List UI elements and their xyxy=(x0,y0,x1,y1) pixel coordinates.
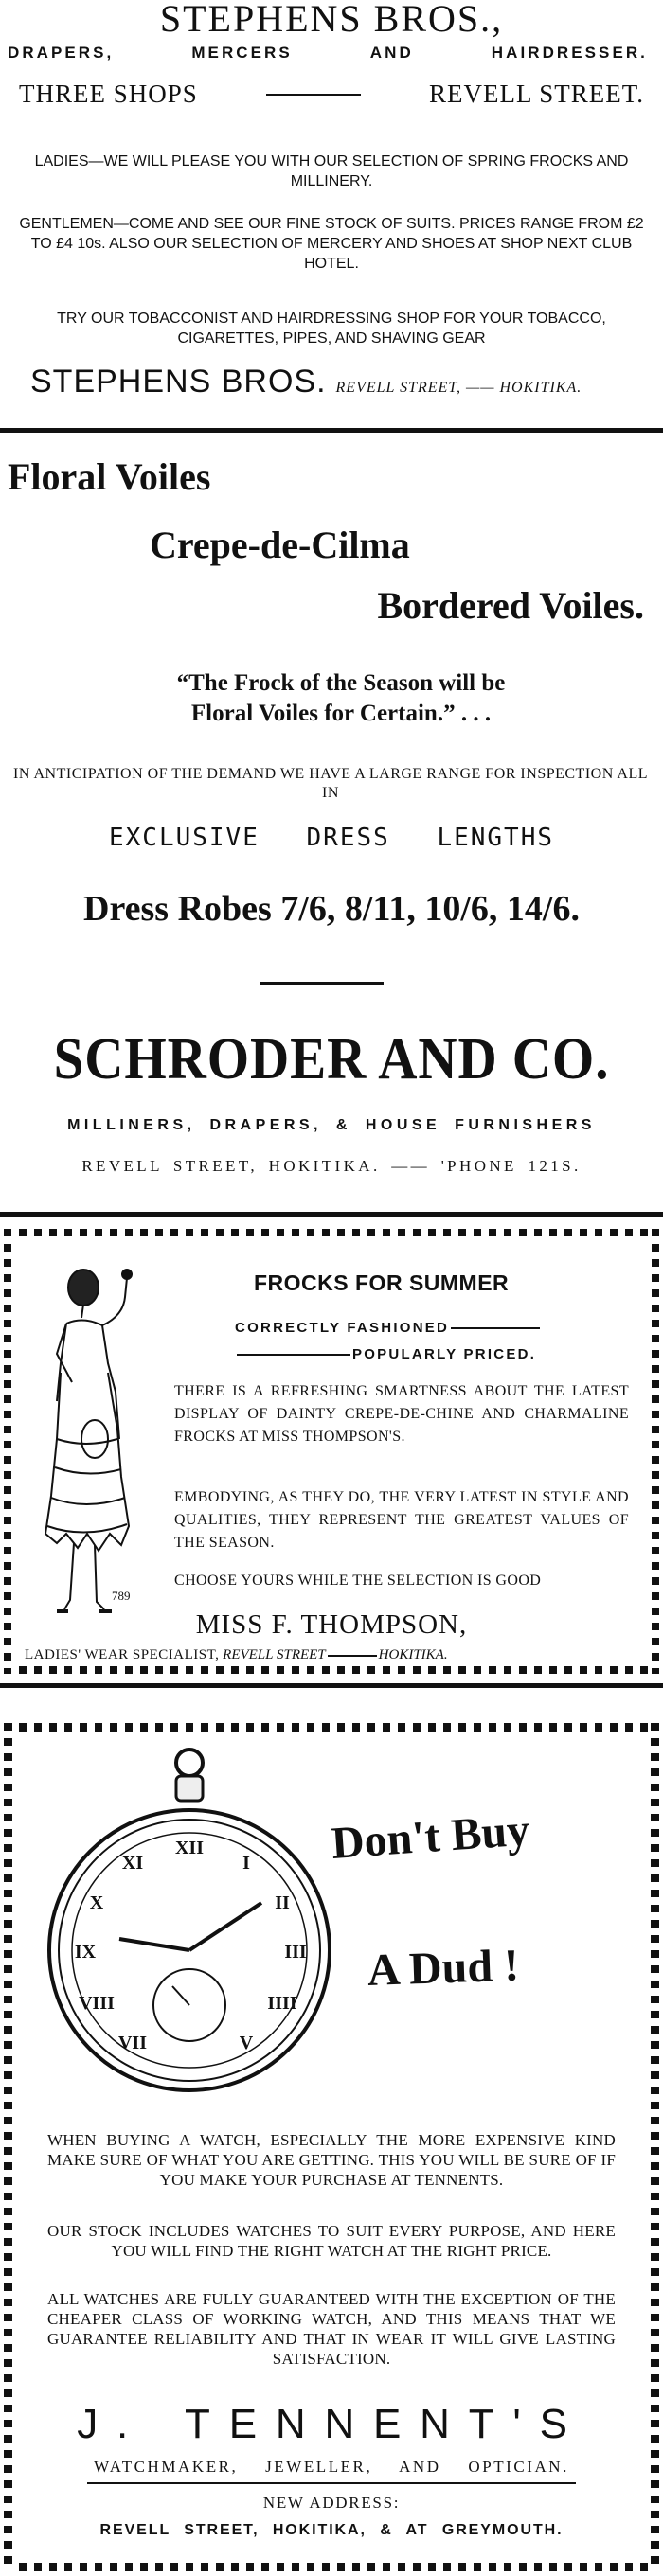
thompson-specialist-line xyxy=(25,1647,640,1663)
svg-text:XI: XI xyxy=(121,1853,144,1874)
dress-robes-prices: Dress Robes 7/6, 8/11, 10/6, 14/6. xyxy=(83,889,580,929)
lady-figure-illustration xyxy=(28,1250,152,1628)
tennent-para3: ALL WATCHES ARE FULLY GUARANTEED WITH THE EXCEPTION OF THE CHEAPER CLASS OF WORKING WATCH, AND THIS MEANS THAT WE GUARANTEE RELIABILITY AND THAT IN WEAR IT WILL GIVE LASTING SATISFACTION. xyxy=(47,2290,616,2368)
shops-dash xyxy=(266,94,361,96)
anticipation-text: IN ANTICIPATION OF THE DEMAND WE HAVE A LARGE RANGE FOR INSPECTION ALL IN xyxy=(13,766,648,801)
tennent-trades: WATCHMAKER, JEWELLER, AND OPTICIAN. xyxy=(94,2458,569,2476)
svg-text:IIII: IIII xyxy=(267,1993,297,2014)
svg-text:XII: XII xyxy=(174,1838,205,1858)
tennent-para2: OUR STOCK INCLUDES WATCHES TO SUIT EVERY PURPOSE, AND HERE YOU WILL FIND THE RIGHT WATCH AT THE RIGHT PRICE. xyxy=(47,2222,616,2260)
stephens-ladies: LADIES—WE WILL PLEASE YOU WITH OUR SELECTION OF SPRING FROCKS AND MILLINERY. xyxy=(34,153,629,189)
thompson-para3: CHOOSE YOURS WHILE THE SELECTION IS GOOD xyxy=(174,1572,542,1589)
thompson-border-left xyxy=(4,1229,11,1674)
svg-text:X: X xyxy=(89,1892,104,1913)
schroder-name: SCHRODER AND CO. xyxy=(53,1027,610,1092)
stephens-shops-line xyxy=(19,80,644,109)
pocket-watch-icon xyxy=(47,1742,332,2102)
thompson-border-right xyxy=(652,1229,659,1674)
svg-text:VII: VII xyxy=(117,2033,148,2053)
svg-text:I: I xyxy=(242,1853,250,1874)
thompson-town: HOKITIKA. xyxy=(378,1647,448,1662)
dash-1 xyxy=(451,1327,540,1329)
stephens-gentlemen: GENTLEMEN—COME AND SEE OUR FINE STOCK OF SUITS. PRICES RANGE FROM £2 TO £4 10s. ALSO OUR SELECTION OF MERCERY AND SHOES AT SHOP NEXT CLUB HOTEL. xyxy=(19,216,644,272)
thompson-street: REVELL STREET xyxy=(223,1647,326,1662)
stephens-signature xyxy=(30,364,646,400)
trade-hairdresser: HAIRDRESSER. xyxy=(491,44,648,62)
tennent-address: REVELL STREET, HOKITIKA, & AT GREYMOUTH. xyxy=(99,2522,564,2538)
stephens-title: STEPHENS BROS., xyxy=(159,0,504,40)
shops-left: THREE SHOPS xyxy=(19,80,198,108)
svg-text:VIII: VIII xyxy=(79,1993,115,2014)
correctly-line xyxy=(235,1320,540,1337)
thompson-specialist: LADIES' WEAR SPECIALIST, xyxy=(25,1647,220,1662)
thompson-para2: EMBODYING, AS THEY DO, THE VERY LATEST IN STYLE AND QUALITIES, THEY REPRESENT THE GREATEST VALUES OF THE SEASON. xyxy=(174,1489,629,1551)
floral-voiles: Floral Voiles xyxy=(8,455,211,498)
season-quote: “The Frock of the Season will be Floral Voiles for Certain.” . . . xyxy=(176,670,506,726)
trade-mercers: MERCERS xyxy=(191,44,293,62)
tennent-rule xyxy=(87,2482,576,2484)
dash-3 xyxy=(328,1655,377,1657)
tennent-name: J. TENNENT'S xyxy=(77,2401,586,2447)
new-address-label: NEW ADDRESS: xyxy=(262,2494,401,2512)
popularly-line xyxy=(237,1346,536,1363)
fig-number: 789 xyxy=(112,1589,131,1603)
bordered-voiles: Bordered Voiles. xyxy=(377,584,644,627)
schroder-address: REVELL STREET, HOKITIKA. —— 'PHONE 121S. xyxy=(81,1157,582,1175)
trade-drapers: DRAPERS, xyxy=(8,44,115,62)
shops-right: REVELL STREET. xyxy=(429,80,644,108)
sig-name: STEPHENS BROS. xyxy=(30,364,327,400)
tennent-para1: WHEN BUYING A WATCH, ESPECIALLY THE MORE EXPENSIVE KIND MAKE SURE OF WHAT YOU ARE GETTING. THIS YOU WILL BE SURE OF IF YOU MAKE YOUR PURCHASE AT TENNENTS. xyxy=(47,2131,616,2189)
popularly-priced: POPULARLY PRICED. xyxy=(352,1346,537,1362)
thompson-border-top xyxy=(4,1229,659,1236)
divider-1 xyxy=(0,428,663,433)
thompson-border-bottom xyxy=(4,1666,659,1674)
a-dud-headline: A Dud ! xyxy=(367,1940,520,1996)
svg-text:V: V xyxy=(239,2033,254,2053)
svg-text:III: III xyxy=(284,1942,307,1963)
dont-buy-headline: Don't Buy xyxy=(330,1804,531,1869)
divider-2 xyxy=(0,1212,663,1217)
thompson-para1: THERE IS A REFRESHING SMARTNESS ABOUT THE LATEST DISPLAY OF DAINTY CREPE-DE-CHINE AND CHARMALINE FROCKS AT MISS THOMPSON'S. xyxy=(174,1383,629,1445)
svg-text:IX: IX xyxy=(74,1942,97,1963)
trade-and: AND xyxy=(369,44,414,62)
stephens-tobacco: TRY OUR TOBACCONIST AND HAIRDRESSING SHOP FOR YOUR TOBACCO, CIGARETTES, PIPES, AND SHAVING GEAR xyxy=(57,311,606,346)
thompson-name: MISS F. THOMPSON, xyxy=(195,1609,468,1640)
frocks-heading: FROCKS FOR SUMMER xyxy=(254,1270,510,1295)
dash-2 xyxy=(237,1354,350,1356)
sig-address: REVELL STREET, —— HOKITIKA. xyxy=(335,380,582,396)
tennent-border-bottom xyxy=(4,2563,659,2571)
correctly-fashioned: CORRECTLY FASHIONED xyxy=(235,1320,450,1336)
crepe-de-cilma: Crepe-de-Cilma xyxy=(150,524,410,566)
exclusive-lengths: EXCLUSIVE DRESS LENGTHS xyxy=(108,824,555,852)
schroder-trades: MILLINERS, DRAPERS, & HOUSE FURNISHERS xyxy=(67,1117,596,1133)
tennent-border-top xyxy=(4,1723,659,1732)
divider-3 xyxy=(0,1683,663,1688)
stephens-trades xyxy=(8,44,648,62)
short-rule xyxy=(260,982,384,985)
svg-text:II: II xyxy=(275,1892,290,1913)
